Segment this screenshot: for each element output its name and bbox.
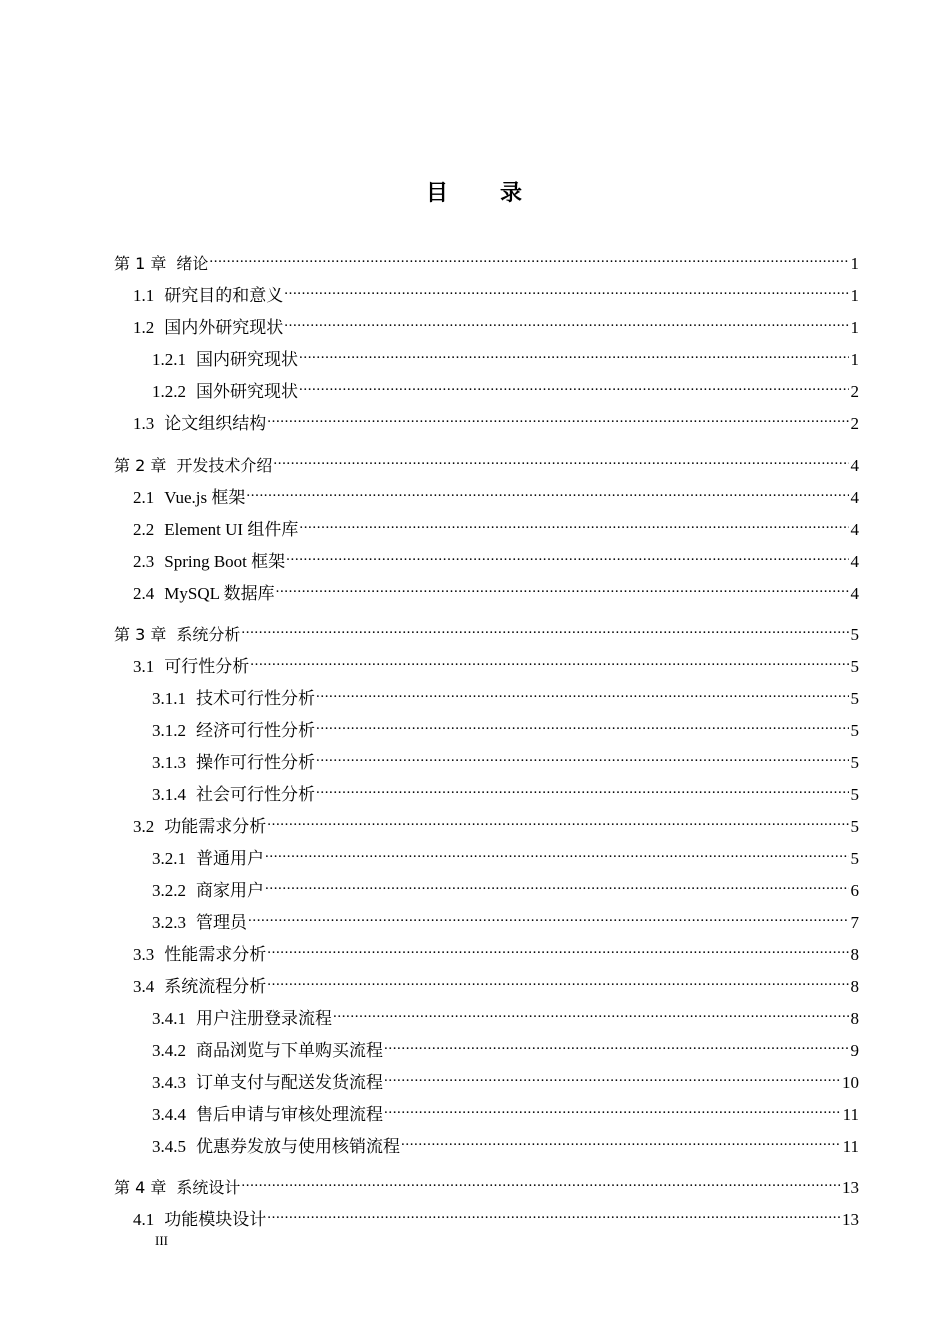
toc-entry-label: Element UI 组件库 — [164, 520, 299, 539]
toc-entry-page: 7 — [850, 913, 859, 932]
footer-page-number: III — [155, 1233, 168, 1248]
toc-entry[interactable] — [133, 311, 859, 339]
toc-entry[interactable] — [152, 1130, 859, 1158]
toc-entry-label: 系统分析 — [176, 625, 241, 644]
toc-entry-label: 论文组织结构 — [164, 414, 267, 433]
toc-entry-number: 第 4 章 — [114, 1178, 167, 1197]
title-char-1: 目 — [425, 181, 450, 206]
toc-entry-page: 1 — [850, 350, 859, 369]
toc-entry[interactable] — [152, 874, 859, 902]
toc-entry-label: 管理员 — [196, 913, 247, 932]
toc-entry-number: 3.2.3 — [152, 913, 186, 932]
toc-entry[interactable] — [152, 714, 859, 742]
toc-entry[interactable] — [133, 545, 859, 573]
toc-entry[interactable] — [152, 1098, 859, 1126]
toc-entry-number: 3.1.2 — [152, 721, 186, 740]
toc-entry[interactable] — [133, 810, 859, 838]
toc-entry[interactable] — [152, 842, 859, 870]
toc-dot-leader — [250, 650, 848, 672]
toc-dot-leader — [284, 279, 848, 301]
toc-entry[interactable] — [152, 375, 859, 403]
toc-entry-page: 5 — [850, 721, 859, 740]
toc-entry-label: Spring Boot 框架 — [164, 552, 286, 571]
toc-dot-leader — [265, 874, 849, 896]
toc-entry-label: 可行性分析 — [164, 657, 250, 676]
toc-dot-leader — [267, 407, 848, 429]
toc-entry-page: 8 — [850, 977, 859, 996]
toc-entry-number: 3.3 — [133, 945, 155, 964]
toc-dot-leader — [241, 1171, 840, 1193]
toc-dot-leader — [286, 545, 848, 567]
toc-entry-number: 3.4 — [133, 977, 155, 996]
toc-dot-leader — [267, 970, 848, 992]
toc-entry[interactable] — [133, 577, 859, 605]
toc-entry-number: 4.1 — [133, 1210, 155, 1229]
toc-dot-leader — [248, 906, 849, 928]
toc-entry[interactable] — [114, 449, 859, 477]
toc-entry-page: 8 — [850, 1009, 859, 1028]
toc-entry-number: 3.2.1 — [152, 849, 186, 868]
toc-entry-label: MySQL 数据库 — [164, 584, 275, 603]
toc-entry-label: 社会可行性分析 — [196, 785, 315, 804]
toc-entry-number: 3.1.4 — [152, 785, 186, 804]
toc-entry-page: 13 — [842, 1210, 859, 1229]
toc-entry-page: 4 — [850, 520, 859, 539]
toc-entry-number: 3.2 — [133, 817, 155, 836]
toc-entry-page: 2 — [850, 414, 859, 433]
toc-dot-leader — [209, 247, 848, 269]
toc-entry-number: 1.2.2 — [152, 382, 186, 401]
toc-entry-label: 用户注册登录流程 — [196, 1009, 332, 1028]
toc-entry-page: 9 — [850, 1041, 859, 1060]
toc-entry-label: 商家用户 — [196, 881, 264, 900]
toc-entry-number: 第 2 章 — [114, 456, 167, 475]
toc-entry-label: 开发技术介绍 — [176, 456, 273, 475]
toc-entry-number: 3.1.1 — [152, 689, 186, 708]
toc-entry[interactable] — [133, 938, 859, 966]
toc-entry-number: 3.4.2 — [152, 1041, 186, 1060]
toc-entry-page: 5 — [850, 785, 859, 804]
toc-entry-number: 1.1 — [133, 286, 155, 305]
toc-entry-page: 5 — [850, 849, 859, 868]
toc-dot-leader — [267, 810, 848, 832]
toc-entry-number: 第 3 章 — [114, 625, 167, 644]
toc-entry-label: 订单支付与配送发货流程 — [196, 1073, 383, 1092]
toc-entry[interactable] — [152, 778, 859, 806]
toc-entry-number: 1.3 — [133, 414, 155, 433]
toc-dot-leader — [267, 938, 848, 960]
toc-dot-leader — [267, 1203, 840, 1225]
toc-dot-leader — [384, 1098, 841, 1120]
toc-entry-page: 11 — [842, 1105, 859, 1124]
toc-entry-number: 第 1 章 — [114, 254, 167, 273]
title-char-2: 录 — [500, 181, 525, 206]
toc-entry-page: 4 — [850, 584, 859, 603]
toc-entry-label: 经济可行性分析 — [196, 721, 315, 740]
toc-entry-number: 2.4 — [133, 584, 155, 603]
toc-dot-leader — [299, 375, 849, 397]
toc-entry[interactable] — [114, 247, 859, 275]
toc-dot-leader — [299, 343, 849, 365]
toc-dot-leader — [316, 746, 849, 768]
page-title — [0, 176, 950, 207]
toc-dot-leader — [316, 778, 849, 800]
toc-entry-page: 4 — [850, 456, 859, 475]
toc-entry-page: 5 — [850, 817, 859, 836]
toc-dot-leader — [401, 1130, 841, 1152]
toc-entry[interactable] — [152, 343, 859, 371]
toc-entry-number: 3.4.5 — [152, 1137, 186, 1156]
toc-entry-label: 绪论 — [176, 254, 209, 273]
toc-entry[interactable] — [133, 1203, 859, 1231]
toc-entry[interactable] — [152, 1066, 859, 1094]
toc-dot-leader — [316, 714, 849, 736]
toc-entry-number: 2.3 — [133, 552, 155, 571]
toc-entry-label: 功能需求分析 — [164, 817, 267, 836]
toc-entry-label: 普通用户 — [196, 849, 264, 868]
toc-entry-page: 10 — [842, 1073, 859, 1092]
toc-dot-leader — [276, 577, 849, 599]
toc-dot-leader — [333, 1002, 849, 1024]
toc-entry[interactable] — [152, 682, 859, 710]
toc-entry-label: 操作可行性分析 — [196, 753, 315, 772]
toc-entry[interactable] — [152, 746, 859, 774]
toc-entry-number: 1.2 — [133, 318, 155, 337]
toc-entry-label: 国外研究现状 — [196, 382, 298, 401]
toc-dot-leader — [273, 449, 848, 471]
toc-dot-leader — [241, 618, 848, 640]
toc-dot-leader — [299, 513, 848, 535]
toc-dot-leader — [316, 682, 849, 704]
toc-entry-page: 6 — [850, 881, 859, 900]
toc-entry-page: 4 — [850, 488, 859, 507]
toc-dot-leader — [246, 481, 848, 503]
toc-dot-leader — [265, 842, 849, 864]
toc-entry-label: 性能需求分析 — [164, 945, 267, 964]
toc-dot-leader — [284, 311, 848, 333]
toc-entry-page: 4 — [850, 552, 859, 571]
toc-entry-number: 2.2 — [133, 520, 155, 539]
toc-dot-leader — [384, 1034, 849, 1056]
toc-entry-label: 功能模块设计 — [164, 1210, 267, 1229]
toc-entry-number: 3.4.3 — [152, 1073, 186, 1092]
toc-entry-number: 3.4.4 — [152, 1105, 186, 1124]
toc-entry-label: 研究目的和意义 — [164, 286, 284, 305]
toc-entry[interactable] — [152, 1034, 859, 1062]
toc-entry[interactable] — [114, 618, 859, 646]
toc-entry[interactable] — [133, 970, 859, 998]
toc-dot-leader — [384, 1066, 840, 1088]
toc-entry[interactable] — [152, 906, 859, 934]
toc-entry-label: 系统流程分析 — [164, 977, 267, 996]
toc-entry[interactable] — [133, 650, 859, 678]
toc-entry-page: 8 — [850, 945, 859, 964]
toc-entry-label: 国内研究现状 — [196, 350, 298, 369]
toc-entry[interactable] — [152, 1002, 859, 1030]
toc-entry-page: 1 — [850, 254, 859, 273]
toc-entry-label: 系统设计 — [176, 1178, 241, 1197]
toc-entry-page: 1 — [850, 286, 859, 305]
toc-entry[interactable] — [133, 513, 859, 541]
toc-entry-page: 5 — [850, 689, 859, 708]
toc-entry-page: 11 — [842, 1137, 859, 1156]
toc-entry-label: 技术可行性分析 — [196, 689, 315, 708]
toc-entry[interactable] — [114, 1171, 859, 1199]
toc-entry-number: 1.2.1 — [152, 350, 186, 369]
toc-entry-page: 2 — [850, 382, 859, 401]
toc-entry-page: 5 — [850, 657, 859, 676]
toc-entry[interactable] — [133, 279, 859, 307]
toc-entry-label: 商品浏览与下单购买流程 — [196, 1041, 383, 1060]
toc-entry-number: 3.4.1 — [152, 1009, 186, 1028]
toc-entry[interactable] — [133, 481, 859, 509]
toc-entry-page: 13 — [842, 1178, 859, 1197]
toc-entry[interactable] — [133, 407, 859, 435]
toc-entry-label: 优惠券发放与使用核销流程 — [196, 1137, 400, 1156]
toc-entry-number: 3.2.2 — [152, 881, 186, 900]
toc-entry-number: 3.1 — [133, 657, 155, 676]
toc-entry-number: 3.1.3 — [152, 753, 186, 772]
toc-entry-label: Vue.js 框架 — [164, 488, 246, 507]
toc-entry-number: 2.1 — [133, 488, 155, 507]
toc-entry-page: 5 — [850, 753, 859, 772]
toc-entry-label: 售后申请与审核处理流程 — [196, 1105, 383, 1124]
toc-entry-page: 1 — [850, 318, 859, 337]
toc-entry-page: 5 — [850, 625, 859, 644]
toc-entry-label: 国内外研究现状 — [164, 318, 284, 337]
